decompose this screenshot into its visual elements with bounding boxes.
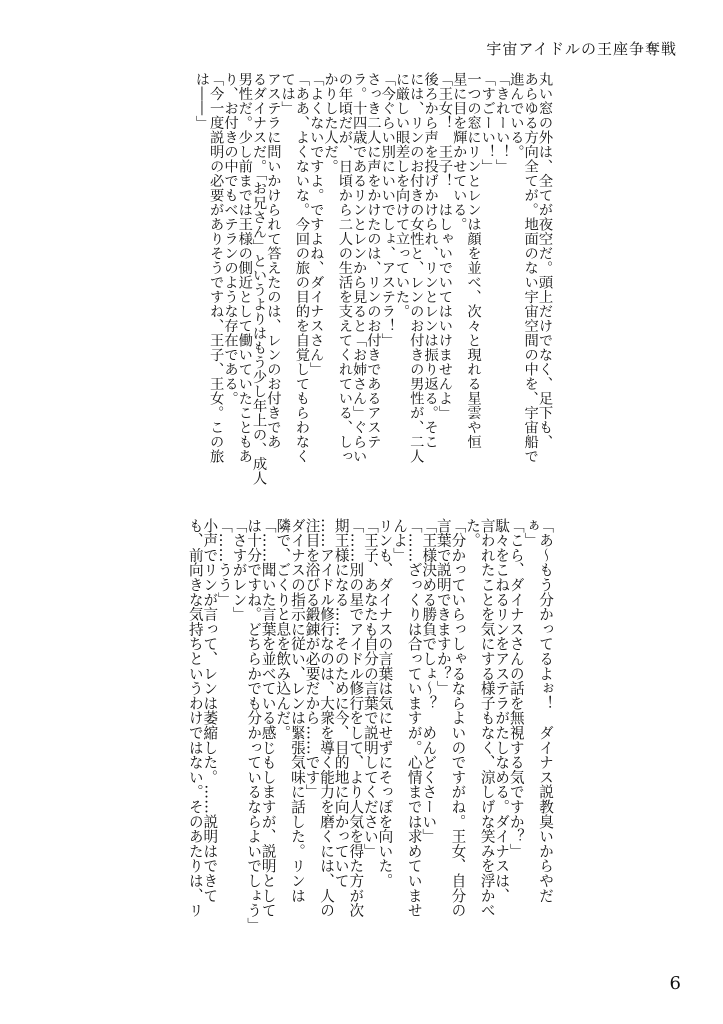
text-line: 注目を浴びる鍛錬が必要だから……です」	[303, 518, 321, 800]
text-line: た。	[464, 518, 482, 548]
text-line: 星に目を輝かせている。	[451, 72, 468, 232]
text-line: 隣で、ごくりと息を飲み込んだ。	[274, 518, 292, 740]
text-line: 「……聞いた言葉を並べている感じもしますが、説明として	[259, 518, 277, 918]
page-number: 6	[669, 973, 681, 994]
text-line: ては」	[279, 72, 296, 116]
text-line: 一つの窓にリンとレンは顔を並べ、次々と現れる星雲や恒	[465, 72, 482, 449]
text-line: 言われたことを気にする様子もなく、涼しげな笑みを浮かべ	[478, 518, 496, 918]
text-line: 「分かっていらっしゃるならよいのですがね。王女、自分の	[449, 518, 467, 918]
text-line: かりした人だ。	[322, 72, 339, 174]
text-line: ……アイドル修行なのは、大衆を導く能力を磨くには、人の	[318, 518, 336, 918]
text-line: 「すごーい！」	[479, 72, 496, 174]
text-line: 駄々をこねるリンをアステラがたしなめる。ダイナスは、	[493, 518, 511, 903]
text-line: 小声でリンが言って、レンは萎縮した。……説明はできて	[201, 518, 219, 903]
text-line: も、前向きな気持ちというわけではない。そのあたりは、リ	[186, 518, 204, 918]
text-line: 「あ～もう分かってるよぉ！ ダイナス説教臭いからやだ	[537, 518, 554, 903]
text-line: には、リンのお付きの女性と、レンのお付きの男性が、二人	[408, 72, 425, 464]
upper-text-block	[120, 72, 552, 487]
text-line: 後ろから声を投げかけられ、リンとレンは振り返る。そこ	[422, 72, 439, 449]
text-line: 「……別の星でアイドル修行をして、より人気を得た方が次	[347, 518, 365, 918]
running-head: 宇宙アイドルの王座争奪戦	[486, 40, 677, 58]
text-line: さっき二人に声をかけたのは、リンのお付きであるアステ	[365, 72, 382, 449]
text-line: んよ」	[391, 518, 409, 563]
text-line: 「こら、ダイナスさんの話を無視する気ですか？」	[507, 518, 525, 859]
text-line: 「今ぐらい別にいいでしょ、アステラ！」	[379, 72, 396, 348]
text-line: は――」	[193, 72, 210, 130]
text-line: るダイナスだ。「お兄さん」というよりはもう少し年上の、成人	[251, 72, 268, 486]
text-line: 「王女！ 王子！ はしゃいでいてはいけませんよ」	[436, 72, 453, 420]
text-line: ダイナスの指示に従い、レンは緊張気味に話した。リンは	[288, 518, 306, 903]
text-line: 「……うう」	[215, 518, 233, 607]
text-line: 「王子、あなたも自分の言葉で説明してください」	[361, 518, 379, 859]
text-line: 期王様になる……そのために今、目的地に向かっていて	[332, 518, 350, 888]
text-line: 言葉で説明できますか？」	[434, 518, 452, 696]
text-line: 丸い窓の外は、全てが夜空だ。頭上だけでなく、足下も、	[537, 72, 553, 449]
text-line: り、お付きの中でもベテランのような存在である。	[222, 72, 239, 406]
text-line: 「ああ、よくないな。今回の旅の目的を自覚してもらわなく	[293, 72, 310, 464]
text-line: ぁ」	[522, 518, 540, 548]
text-line: 「王様決める勝負でしょ～？ めんどくさーい」	[420, 518, 438, 844]
text-line: は十分ですね。どちらかでも分かっているならよいでしょう」	[245, 518, 263, 933]
text-line: 「きれーい！」	[494, 72, 511, 174]
text-line: 「よくないですよ。ですよね、ダイナスさん」	[308, 72, 325, 377]
text-line: 男性だ。少し前までは王様の側近として働いていたこともあ	[236, 72, 253, 464]
text-line: リンも、ダイナスの言葉は気にせずにそっぽを向いた。	[376, 518, 394, 888]
text-line: 進んでいる。	[508, 72, 525, 159]
text-line: 「……ざっくりは合っていますが。心情までは求めていませ	[405, 518, 423, 918]
text-line: ラ。十四歳であるリンとレンから見ると「お姉さん」ぐらい	[351, 72, 368, 464]
lower-text-block	[120, 518, 552, 933]
text-line: の年頃だが、日頃から二人の生活を支えてくれている、しっ	[336, 72, 353, 464]
text-line: アステラに問いかけられて答えたのは、レンのお付きであ	[265, 72, 282, 449]
text-line: 「さすがレン」	[230, 518, 248, 622]
text-line: あらゆる方向全てが。地面のない宇宙空間の中を、宇宙船で	[522, 72, 539, 464]
text-line: に厳しい眼差しを向けて立っていた。	[394, 72, 411, 319]
text-line: 「今一度説明の必要がありそうですね、王子、王女。この旅	[208, 72, 225, 464]
